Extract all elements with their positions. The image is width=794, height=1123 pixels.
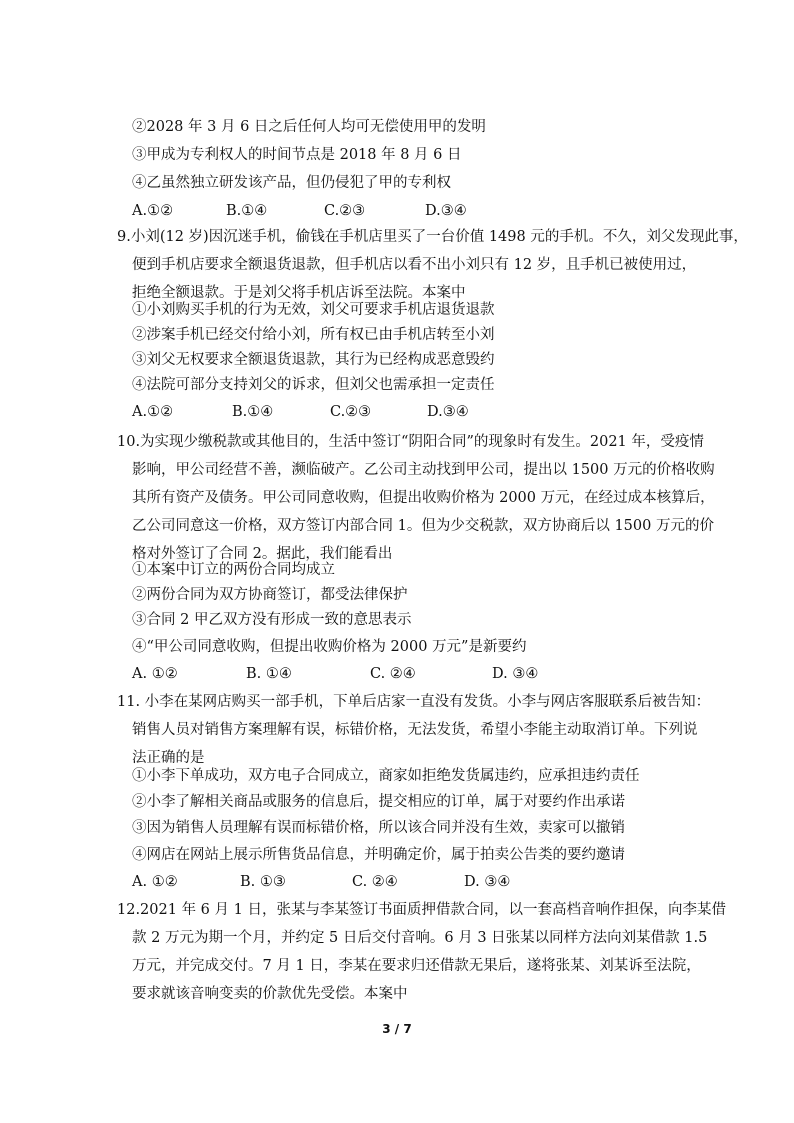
option-d: D.③④ bbox=[425, 203, 467, 219]
option-a: A. ①② bbox=[132, 874, 178, 890]
option-b: B.①④ bbox=[226, 203, 268, 219]
option-a: A.①② bbox=[132, 404, 174, 420]
statement: ①小刘购买手机的行为无效，刘父可要求手机店退货退款 bbox=[132, 302, 495, 318]
statement: ②小李了解相关商品或服务的信息后，提交相应的订单，属于对要约作出承诺 bbox=[132, 794, 625, 810]
statement: ③因为销售人员理解有误而标错价格，所以该合同并没有生效，卖家可以撤销 bbox=[132, 820, 625, 836]
option-c: C. ②④ bbox=[352, 874, 398, 890]
option-d: D.③④ bbox=[427, 404, 469, 420]
statement: ②两份合同为双方协商签订，都受法律保护 bbox=[132, 587, 408, 603]
question-text: 其所有资产及债务。甲公司同意收购，但提出收购价格为 2000 万元，在经过成本核算后， bbox=[132, 490, 715, 506]
page-number: 3 / 7 bbox=[382, 1022, 412, 1036]
option-b: B. ①④ bbox=[246, 666, 292, 682]
option-d: D. ③④ bbox=[464, 874, 511, 890]
statement: ④网店在网站上展示所售货品信息，并明确定价，属于拍卖公告类的要约邀请 bbox=[132, 847, 625, 863]
option-a: A.①② bbox=[132, 203, 174, 219]
option-d: D. ③④ bbox=[492, 666, 539, 682]
question-text: 款 2 万元为期一个月，并约定 5 日后交付音响。6 月 3 日张某以同样方法向刘某借款 1.5 bbox=[132, 930, 708, 946]
question-text: 格对外签订了合同 2。据此，我们能看出 bbox=[132, 546, 393, 562]
question-text: 销售人员对销售方案理解有误，标错价格，无法发货，希望小李能主动取消订单。下列说 bbox=[132, 722, 698, 738]
option-b: B. ①③ bbox=[240, 874, 286, 890]
statement: ②涉案手机已经交付给小刘，所有权已由手机店转至小刘 bbox=[132, 327, 495, 343]
question-text: 万元，并完成交付。7 月 1 日，李某在要求归还借款无果后，遂将张某、刘某诉至法院， bbox=[132, 958, 701, 974]
question-text: 乙公司同意这一价格，双方签订内部合同 1。但为少交税款，双方协商后以 1500 万元的价 bbox=[132, 518, 714, 534]
statement: ④“甲公司同意收购，但提出收购价格为 2000 万元”是新要约 bbox=[132, 639, 527, 655]
question-text: 法正确的是 bbox=[132, 750, 205, 766]
question-text: 便到手机店要求全额退货退款，但手机店以看不出小刘只有 12 岁，且手机已被使用过， bbox=[132, 257, 697, 273]
question-text: 10.为实现少缴税款或其他目的，生活中签订“阴阳合同”的现象时有发生。2021 年，受疫情 bbox=[117, 434, 704, 450]
option-a: A. ①② bbox=[132, 666, 178, 682]
statement: ②2028 年 3 月 6 日之后任何人均可无偿使用甲的发明 bbox=[132, 119, 486, 135]
statement: ④乙虽然独立研发该产品，但仍侵犯了甲的专利权 bbox=[132, 175, 451, 191]
option-c: C. ②④ bbox=[370, 666, 416, 682]
statement: ③甲成为专利权人的时间节点是 2018 年 8 月 6 日 bbox=[132, 147, 462, 163]
question-text: 11. 小李在某网店购买一部手机，下单后店家一直没有发货。小李与网店客服联系后被告知： bbox=[117, 694, 711, 710]
question-text: 12.2021 年 6 月 1 日，张某与李某签订书面质押借款合同，以一套高档音响作担保，向李某借 bbox=[117, 902, 726, 918]
statement: ①小李下单成功，双方电子合同成立，商家如拒绝发货属违约，应承担违约责任 bbox=[132, 768, 640, 784]
question-text: 9.小刘(12 岁)因沉迷手机，偷钱在手机店里买了一台价值 1498 元的手机。不久，刘父发现此事， bbox=[117, 229, 748, 245]
statement: ③合同 2 甲乙双方没有形成一致的意思表示 bbox=[132, 612, 412, 628]
statement: ③刘父无权要求全额退货退款，其行为已经构成恶意毁约 bbox=[132, 352, 495, 368]
question-text: 影响，甲公司经营不善，濒临破产。乙公司主动找到甲公司，提出以 1500 万元的价格收购 bbox=[132, 462, 715, 478]
statement: ④法院可部分支持刘父的诉求，但刘父也需承担一定责任 bbox=[132, 377, 495, 393]
question-text: 要求就该音响变卖的价款优先受偿。本案中 bbox=[132, 986, 408, 1002]
statement: ①本案中订立的两份合同均成立 bbox=[132, 562, 335, 578]
option-b: B.①④ bbox=[232, 404, 274, 420]
question-text: 拒绝全额退款。于是刘父将手机店诉至法院。本案中 bbox=[132, 285, 466, 301]
option-c: C.②③ bbox=[330, 404, 372, 420]
option-c: C.②③ bbox=[324, 203, 366, 219]
